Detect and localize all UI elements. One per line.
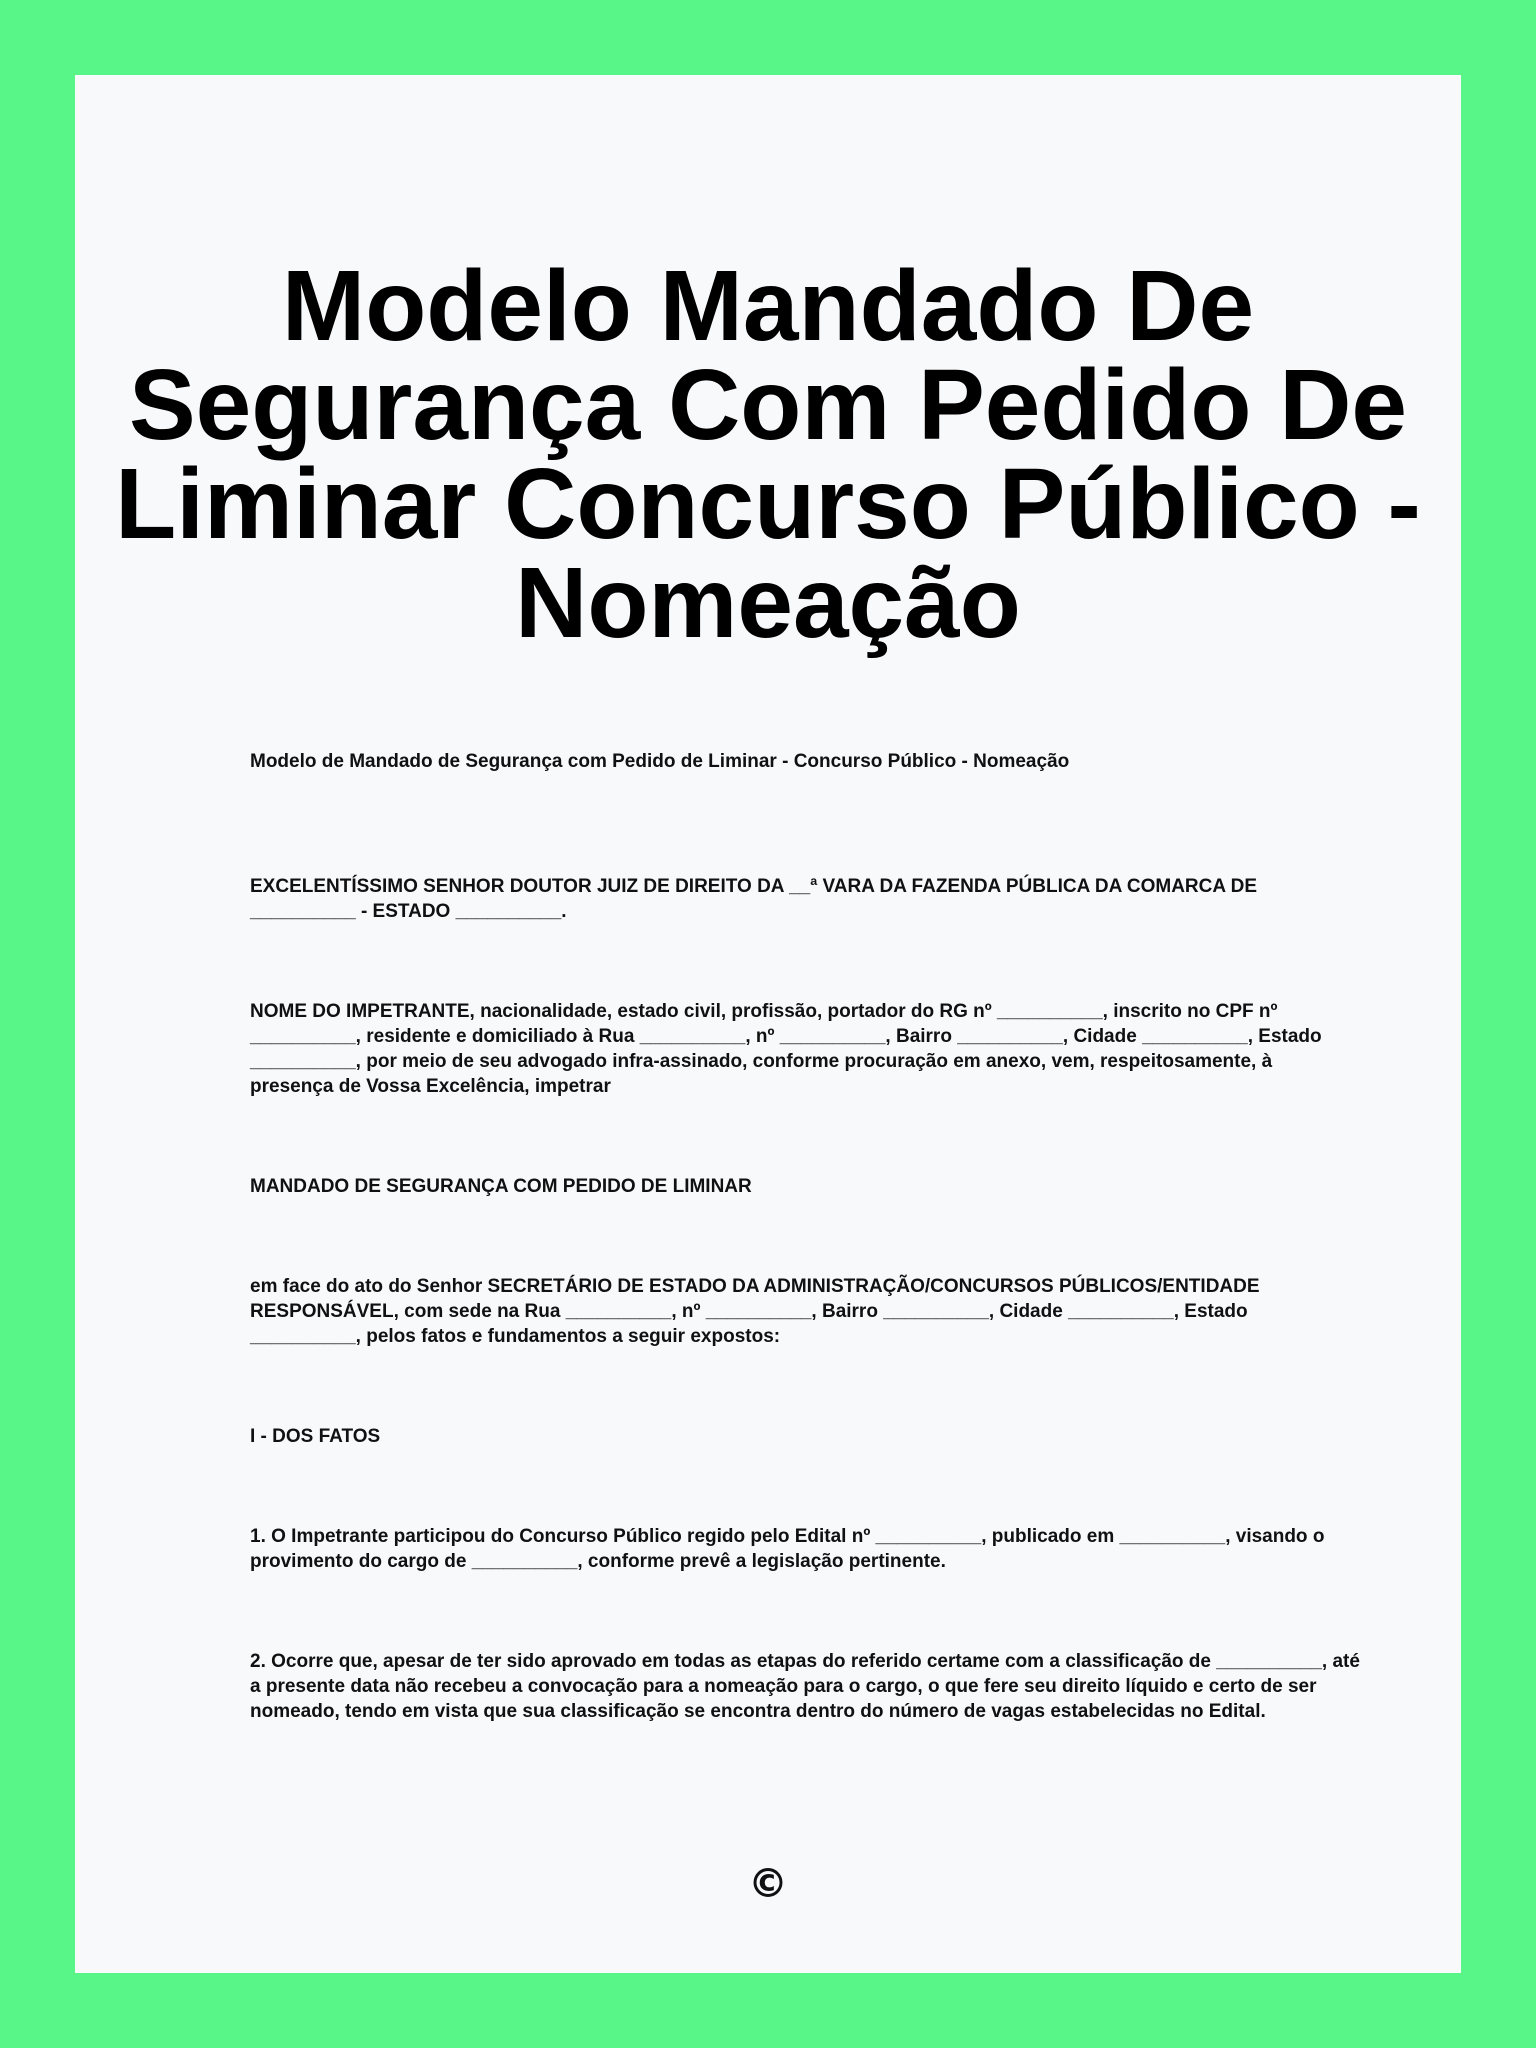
document-subtitle: Modelo de Mandado de Segurança com Pedido de Liminar - Concurso Público - Nomeação — [250, 751, 1070, 772]
court-address-paragraph: EXCELENTÍSSIMO SENHOR DOUTOR JUIZ DE DIREITO DA __ª VARA DA FAZENDA PÚBLICA DA COMARCA DE __________ - ESTADO __________. — [250, 876, 1258, 922]
facts-heading: I - DOS FATOS — [250, 1426, 381, 1447]
copyright-icon: © — [748, 1861, 788, 1907]
fact-paragraph-2: 2. Ocorre que, apesar de ter sido aprovado em todas as etapas do referido certame com a classificação de __________, até a presente data não recebeu a convocação para a nomeação para o cargo, o que fere seu direito líquido e certo de ser nomeado, tendo em vista que sua classificação se encontra dentro do número de vagas estabelecidas no Edital. — [250, 1651, 1360, 1722]
document-page — [75, 75, 1461, 1973]
fact-paragraph-1: 1. O Impetrante participou do Concurso Público regido pelo Edital nº __________, publicado em __________, visando o provimento do cargo de __________, conforme prevê a legislação pertinente. — [250, 1526, 1325, 1572]
writ-heading: MANDADO DE SEGURANÇA COM PEDIDO DE LIMINAR — [250, 1176, 752, 1197]
petitioner-paragraph: NOME DO IMPETRANTE, nacionalidade, estado civil, profissão, portador do RG nº __________, inscrito no CPF nº __________, residente e domiciliado à Rua __________, nº __________, Bairro __________, Cidade __________, Estado __________, por meio de seu advogado infra-assinado, conforme procuração em anexo, vem, respeitosamente, à presença de Vossa Excelência, impetrar — [250, 1001, 1322, 1097]
document-title: Modelo Mandado De Segurança Com Pedido De Liminar Concurso Público - Nomeação — [115, 250, 1421, 659]
respondent-paragraph: em face do ato do Senhor SECRETÁRIO DE ESTADO DA ADMINISTRAÇÃO/CONCURSOS PÚBLICOS/ENTIDADE RESPONSÁVEL, com sede na Rua __________, nº __________, Bairro __________, Cidade __________, Estado __________, pelos fatos e fundamentos a seguir expostos: — [250, 1276, 1260, 1347]
